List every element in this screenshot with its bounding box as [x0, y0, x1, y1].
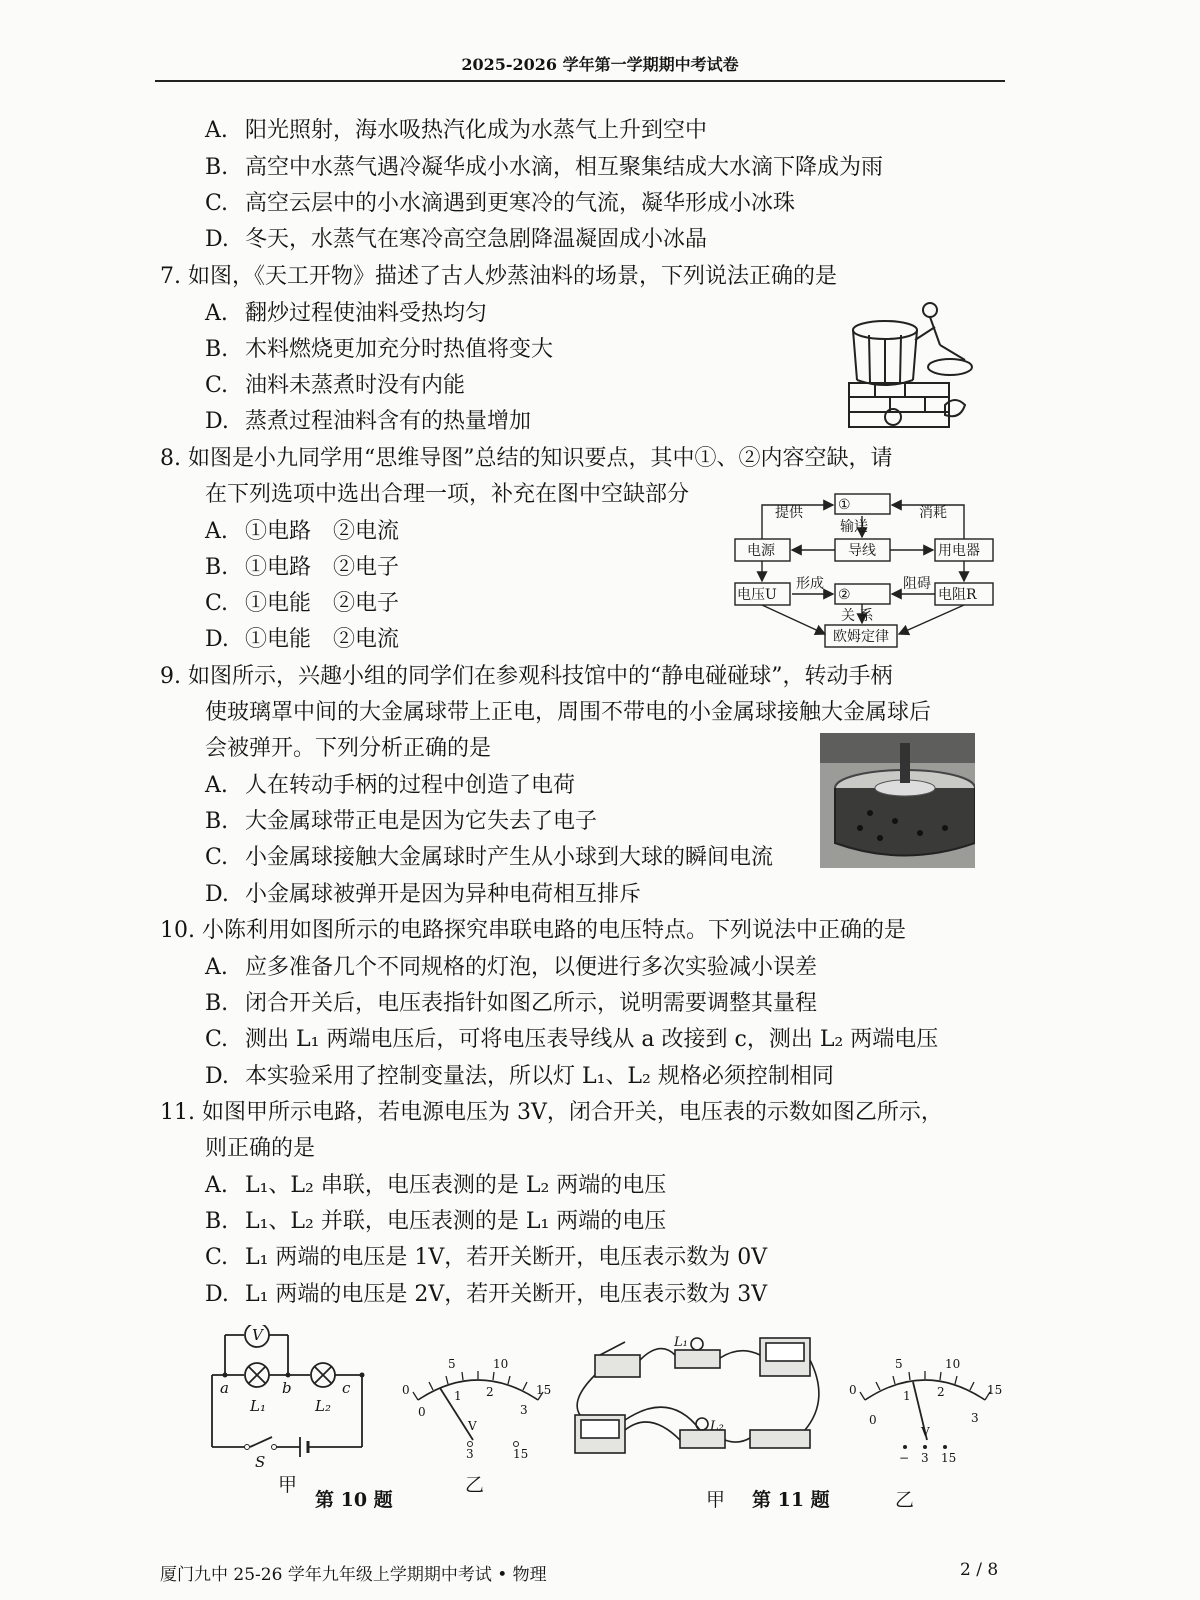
q11-option-d: D. L₁ 两端的电压是 2V，若开关断开，电压表示数为 3V: [205, 1282, 768, 1307]
q8-option-a: A. ①电路 ②电流: [205, 519, 400, 544]
svg-text:L₁: L₁: [250, 1397, 266, 1415]
svg-text:L₂: L₂: [710, 1419, 724, 1434]
svg-text:3: 3: [520, 1403, 528, 1417]
q10-option-d: D. 本实验采用了控制变量法，所以灯 L₁、L₂ 规格必须控制相同: [205, 1064, 834, 1089]
svg-text:0: 0: [402, 1383, 410, 1397]
svg-text:电压U: 电压U: [737, 587, 777, 603]
q6-option-a: A. 阳光照射，海水吸热汽化成为水蒸气上升到空中: [205, 118, 708, 143]
q9-option-c: C. 小金属球接触大金属球时产生从小球到大球的瞬间电流: [205, 845, 774, 870]
q7-stem: 7. 如图，《天工开物》描述了古人炒蒸油料的场景，下列说法正确的是: [160, 264, 837, 289]
svg-text:10: 10: [945, 1357, 961, 1371]
q11-option-c: C. L₁ 两端的电压是 1V，若开关断开，电压表示数为 0V: [205, 1245, 768, 1270]
svg-text:−: −: [899, 1451, 910, 1465]
q9-stem: 9. 如图所示，兴趣小组的同学们在参观科技馆中的“静电碰碰球”，转动手柄: [160, 664, 893, 689]
svg-text:消耗: 消耗: [919, 505, 947, 521]
svg-text:10: 10: [493, 1357, 509, 1371]
svg-text:15: 15: [536, 1383, 552, 1397]
svg-text:b: b: [282, 1379, 292, 1397]
q9-stem-cont-1: 使玻璃罩中间的大金属球带上正电，周围不带电的小金属球接触大金属球后: [205, 700, 932, 725]
header-rule: [155, 80, 1005, 82]
q11-stem-cont: 则正确的是: [205, 1136, 316, 1161]
svg-text:0: 0: [869, 1413, 877, 1427]
svg-text:S: S: [255, 1453, 266, 1471]
q10-option-a: A. 应多准备几个不同规格的灯泡，以便进行多次实验减小误差: [205, 955, 818, 980]
q10-label-yi: 乙: [465, 1474, 485, 1496]
svg-text:导线: 导线: [848, 543, 876, 559]
svg-text:0: 0: [849, 1383, 857, 1397]
q8-mind-map: [725, 488, 1000, 658]
q11-option-b: B. L₁、L₂ 并联，电压表测的是 L₁ 两端的电压: [205, 1209, 667, 1234]
q11-label-jia: 甲: [706, 1489, 726, 1511]
svg-text:输送: 输送: [840, 519, 868, 535]
svg-text:V: V: [921, 1425, 930, 1439]
svg-text:形成: 形成: [796, 576, 824, 592]
q11-voltmeter-dial: [845, 1350, 1005, 1475]
q10-stem: 10. 小陈利用如图所示的电路探究串联电路的电压特点。下列说法中正确的是: [160, 918, 906, 943]
exam-header: 2025-2026 学年第一学期期中考试卷: [461, 55, 739, 74]
q8-stem: 8. 如图是小九同学用“思维导图”总结的知识要点，其中①、②内容空缺，请: [160, 446, 893, 471]
svg-text:1: 1: [454, 1389, 462, 1403]
q7-option-d: D. 蒸煮过程油料含有的热量增加: [205, 409, 532, 434]
svg-text:L₁: L₁: [674, 1335, 688, 1350]
svg-text:a: a: [220, 1379, 229, 1397]
svg-text:提供: 提供: [775, 505, 803, 521]
q8-option-c: C. ①电能 ②电子: [205, 591, 400, 616]
svg-text:欧姆定律: 欧姆定律: [833, 629, 889, 645]
q7-woodcut-illustration: [845, 295, 980, 435]
q8-option-b: B. ①电路 ②电子: [205, 555, 400, 580]
q9-option-d: D. 小金属球被弹开是因为异种电荷相互排斥: [205, 882, 642, 907]
svg-text:15: 15: [941, 1451, 957, 1465]
q8-stem-cont: 在下列选项中选出合理一项，补充在图中空缺部分: [205, 482, 690, 507]
q10-option-c: C. 测出 L₁ 两端电压后，可将电压表导线从 a 改接到 c，测出 L₂ 两端电压: [205, 1027, 939, 1052]
q6-option-d: D. 冬天，水蒸气在寒冷高空急剧降温凝固成小冰晶: [205, 227, 708, 252]
svg-text:用电器: 用电器: [938, 543, 980, 559]
q8-option-d: D. ①电能 ②电流: [205, 627, 400, 652]
q10-circuit-diagram: [200, 1325, 375, 1475]
q7-option-a: A. 翻炒过程使油料受热均匀: [205, 301, 488, 326]
svg-text:①: ①: [838, 497, 851, 513]
svg-text:②: ②: [838, 587, 851, 603]
svg-text:关 系: 关 系: [841, 608, 874, 624]
svg-text:阻碍: 阻碍: [903, 576, 931, 592]
svg-text:15: 15: [987, 1383, 1003, 1397]
svg-text:3: 3: [466, 1447, 474, 1461]
q11-physical-circuit: [570, 1330, 830, 1470]
svg-text:2: 2: [486, 1385, 494, 1399]
svg-text:0: 0: [418, 1405, 426, 1419]
q10-label-jia: 甲: [278, 1474, 298, 1496]
svg-text:c: c: [342, 1379, 351, 1397]
svg-text:1: 1: [903, 1389, 911, 1403]
q11-caption: 第 11 题: [752, 1489, 830, 1511]
q6-option-c: C. 高空云层中的小水滴遇到更寒冷的气流，凝华形成小冰珠: [205, 191, 796, 216]
page-number: 2 / 8: [960, 1560, 999, 1580]
svg-text:5: 5: [895, 1357, 903, 1371]
svg-text:2: 2: [937, 1385, 945, 1399]
svg-text:L₂: L₂: [315, 1397, 331, 1415]
q6-option-b: B. 高空中水蒸气遇冷凝华成小水滴，相互聚集结成大水滴下降成为雨: [205, 155, 884, 180]
q10-voltmeter-dial: [398, 1350, 558, 1470]
q10-caption: 第 10 题: [315, 1489, 393, 1511]
svg-text:电源: 电源: [747, 543, 775, 559]
footer-school: 厦门九中 25-26 学年九年级上学期期中考试 • 物理: [160, 1565, 547, 1585]
svg-text:15: 15: [513, 1447, 529, 1461]
q11-stem: 11. 如图甲所示电路，若电源电压为 3V，闭合开关，电压表的示数如图乙所示，: [160, 1100, 943, 1125]
q11-option-a: A. L₁、L₂ 串联，电压表测的是 L₂ 两端的电压: [205, 1173, 667, 1198]
svg-text:3: 3: [921, 1451, 929, 1465]
q9-option-a: A. 人在转动手柄的过程中创造了电荷: [205, 773, 576, 798]
svg-text:V: V: [468, 1419, 477, 1433]
svg-text:5: 5: [448, 1357, 456, 1371]
q9-option-b: B. 大金属球带正电是因为它失去了电子: [205, 809, 598, 834]
q9-glass-dome-photo: [820, 733, 975, 868]
q9-stem-cont-2: 会被弹开。下列分析正确的是: [205, 736, 492, 761]
q7-option-b: B. 木料燃烧更加充分时热值将变大: [205, 337, 554, 362]
q7-option-c: C. 油料未蒸煮时没有内能: [205, 373, 466, 398]
q10-option-b: B. 闭合开关后，电压表指针如图乙所示，说明需要调整其量程: [205, 991, 818, 1016]
svg-text:V: V: [252, 1326, 263, 1344]
svg-text:3: 3: [971, 1411, 979, 1425]
q11-label-yi: 乙: [895, 1489, 915, 1511]
svg-text:电阻R: 电阻R: [938, 587, 977, 603]
